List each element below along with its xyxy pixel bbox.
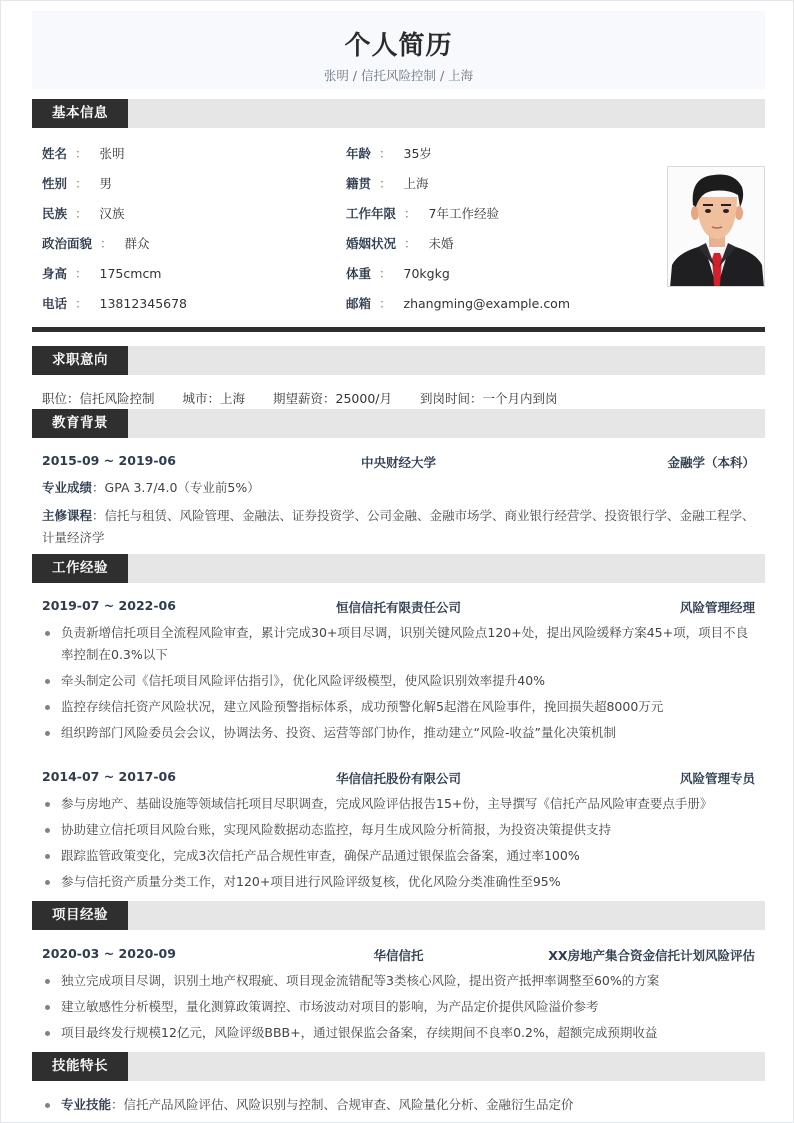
work-entry-head (42, 598, 755, 616)
gpa-value: ：GPA 3.7/4.0（专业前5%） (92, 480, 260, 495)
work-entry-head (42, 769, 755, 787)
courses-label: 主修课程 (42, 508, 93, 523)
intent-city: 城市：上海 (182, 391, 246, 406)
info-value: 汉族 (99, 206, 125, 221)
list-item: 负责新增信托项目全流程风险审查，累计完成30+项目尽调，识别关键风险点120+处，提出风险缓释方案45+项，项目不良率控制在0.3%以下 (42, 622, 755, 666)
section-project-experience (32, 901, 765, 930)
list-item: 建立敏感性分析模型，量化测算政策调控、市场波动对项目的影响，为产品定价提供风险溢价参考 (42, 996, 755, 1018)
info-work-years (346, 204, 499, 222)
colon: ： (404, 236, 417, 251)
info-value: 70kgkg (403, 266, 450, 281)
info-email (346, 294, 570, 312)
colon: ： (379, 296, 392, 311)
info-age (346, 144, 432, 162)
colon: ： (75, 146, 88, 161)
skill-value: ：信托产品风险评估、风险识别与控制、合规审查、风险量化分析、金融衍生品定价 (111, 1097, 574, 1112)
info-label: 婚姻状况 (346, 236, 397, 251)
info-phone (42, 294, 187, 312)
info-marital (346, 234, 454, 252)
info-label: 电话 (42, 296, 68, 311)
intent-salary: 期望薪资：25000/月 (273, 391, 393, 406)
info-value: 群众 (124, 236, 150, 251)
project-company: 华信信托 (373, 948, 424, 963)
project-period: 2020-03 ~ 2020-09 (42, 946, 176, 961)
colon: ： (379, 266, 392, 281)
info-value: 男 (99, 176, 113, 191)
education-entry-head (42, 453, 755, 471)
list-item (42, 1094, 755, 1116)
info-label: 体重 (346, 266, 372, 281)
info-height (42, 264, 162, 282)
work-period: 2014-07 ~ 2017-06 (42, 769, 176, 784)
project-bullets (42, 970, 755, 1048)
info-label: 籍贯 (346, 176, 372, 191)
list-item: 跟踪监管政策变化，完成3次信托产品合规性审查，确保产品通过银保监会备案，通过率100% (42, 845, 755, 867)
info-label: 年龄 (346, 146, 372, 161)
intent-availability: 到岗时间：一个月内到岗 (420, 391, 558, 406)
section-title: 项目经验 (32, 901, 128, 930)
list-item: 协助建立信托项目风险台账，实现风险数据动态监控，每月生成风险分析简报，为投资决策提供支持 (42, 819, 755, 841)
list-item: 参与房地产、基础设施等领域信托项目尽职调查，完成风险评估报告15+份，主导撰写《信托产品风险审查要点手册》 (42, 793, 755, 815)
info-gender (42, 174, 112, 192)
education-period: 2015-09 ~ 2019-06 (42, 453, 176, 468)
info-name (42, 144, 125, 162)
work-title: 风险管理专员 (679, 771, 755, 786)
avatar-photo (667, 166, 765, 287)
info-value: zhangming@example.com (403, 296, 571, 311)
intent-position: 职位：信托风险控制 (42, 391, 155, 406)
list-item: 独立完成项目尽调，识别土地产权瑕疵、项目现金流错配等3类核心风险，提出资产抵押率调整至60%的方案 (42, 970, 755, 992)
page-subtitle: 张明 / 信托风险控制 / 上海 (323, 68, 474, 83)
section-title: 工作经验 (32, 554, 128, 583)
info-value: 未婚 (428, 236, 454, 251)
education-major: 金融学（本科） (667, 455, 755, 470)
list-item: 参与信托资产质量分类工作，对120+项目进行风险评级复核，优化风险分类准确性至95% (42, 871, 755, 893)
info-weight (346, 264, 450, 282)
education-courses (42, 505, 755, 549)
section-title: 求职意向 (32, 346, 128, 375)
section-title: 基本信息 (32, 99, 128, 128)
colon: ： (75, 206, 88, 221)
section-divider (32, 327, 765, 332)
colon: ： (404, 206, 417, 221)
colon: ： (75, 176, 88, 191)
info-value: 7年工作经验 (428, 206, 499, 221)
section-basic-info (32, 99, 765, 128)
project-entry-head (42, 946, 755, 964)
skills-bullets (42, 1094, 755, 1120)
resume-header (32, 11, 765, 89)
section-work-experience (32, 554, 765, 583)
info-value: 35岁 (403, 146, 432, 161)
colon: ： (100, 236, 113, 251)
info-label: 邮箱 (346, 296, 372, 311)
info-political (42, 234, 150, 252)
education-gpa (42, 477, 755, 499)
work-period: 2019-07 ~ 2022-06 (42, 598, 176, 613)
info-label: 身高 (42, 266, 68, 281)
list-item: 监控存续信托资产风险状况，建立风险预警指标体系，成功预警化解5起潜在风险事件，挽回损失超8000万元 (42, 696, 755, 718)
info-ethnicity (42, 204, 125, 222)
avatar-illustration-icon (668, 167, 765, 287)
work-title: 风险管理经理 (679, 600, 755, 615)
info-value: 13812345678 (99, 296, 188, 311)
work-bullets (42, 793, 755, 897)
work-company: 华信信托股份有限公司 (335, 771, 461, 786)
section-title: 技能特长 (32, 1052, 128, 1081)
skill-label: 专业技能 (61, 1097, 112, 1112)
work-bullets (42, 622, 755, 748)
colon: ： (75, 266, 88, 281)
list-item: 组织跨部门风险委员会会议，协调法务、投资、运营等部门协作，推动建立“风险-收益”量化决策机制 (42, 722, 755, 744)
section-title: 教育背景 (32, 409, 128, 438)
section-job-intent (32, 346, 765, 375)
courses-value: ：信托与租赁、风险管理、金融法、证券投资学、公司金融、金融市场学、商业银行经营学、投资银行学、金融工程学、计量经济学 (42, 508, 755, 545)
job-intent-row (42, 389, 586, 407)
list-item: 牵头制定公司《信托项目风险评估指引》，优化风险评级模型，使风险识别效率提升40% (42, 670, 755, 692)
colon: ： (75, 296, 88, 311)
section-education (32, 409, 765, 438)
info-label: 民族 (42, 206, 68, 221)
colon: ： (379, 176, 392, 191)
section-skills (32, 1052, 765, 1081)
info-label: 姓名 (42, 146, 68, 161)
page-title: 个人简历 (344, 31, 453, 61)
info-value: 上海 (403, 176, 429, 191)
info-label: 政治面貌 (42, 236, 93, 251)
gpa-label: 专业成绩 (42, 480, 93, 495)
info-label: 工作年限 (346, 206, 397, 221)
info-hometown (346, 174, 429, 192)
colon: ： (379, 146, 392, 161)
list-item: 项目最终发行规模12亿元，风险评级BBB+，通过银保监会备案，存续期间不良率0.2%，超额完成预期收益 (42, 1022, 755, 1044)
work-company: 恒信信托有限责任公司 (335, 600, 461, 615)
info-value: 175cmcm (99, 266, 162, 281)
education-school: 中央财经大学 (360, 455, 436, 470)
info-value: 张明 (99, 146, 125, 161)
project-name: XX房地产集合资金信托计划风险评估 (548, 948, 755, 963)
info-label: 性别 (42, 176, 68, 191)
